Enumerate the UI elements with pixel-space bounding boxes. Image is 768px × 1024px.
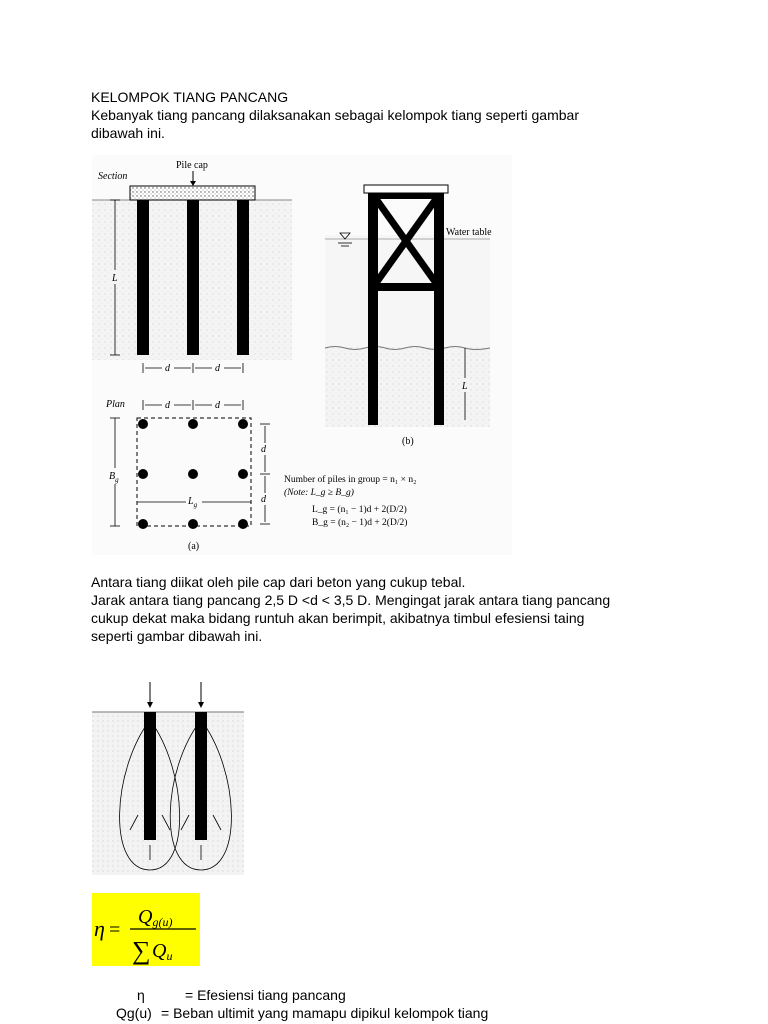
pier-right-pile bbox=[434, 193, 444, 425]
bg-label: B bbox=[109, 471, 116, 482]
pile-2 bbox=[187, 200, 199, 355]
lg-label: L bbox=[188, 496, 194, 507]
para2-line-1: Antara tiang diikat oleh pile cap dari beton yang cukup tebal. bbox=[91, 574, 466, 590]
para2-line-3: cukup dekat maka bidang runtuh akan berimpit, akibatnya timbul efesiensi taing bbox=[91, 610, 585, 626]
note-line-1: Number of piles in group = n₁ × n₂ bbox=[284, 475, 417, 485]
page-heading: KELOMPOK TIANG PANCANG bbox=[91, 89, 289, 105]
legend-qg-desc: = Beban ultimit yang mamapu dipikul kelompok tiang bbox=[161, 1005, 489, 1021]
plan-d-label-4: d bbox=[261, 494, 266, 505]
formula-sigma: ∑ bbox=[132, 936, 151, 965]
formula-numerator-subscript: g(u) bbox=[152, 915, 173, 929]
para2-line-2: Jarak antara tiang pancang 2,5 D <d < 3,5 D. Mengingat jarak antara tiang pancang bbox=[91, 592, 611, 608]
pile-3 bbox=[237, 200, 249, 355]
formula-equals: = bbox=[109, 919, 121, 941]
section-d-label-1: d bbox=[165, 363, 170, 374]
formula-denominator-subscript: u bbox=[166, 949, 173, 963]
svg-text:Qg(u) bbox=[138, 906, 172, 929]
efficiency-formula bbox=[92, 893, 200, 966]
note-line-2: (Note: L_g ≥ B_g) bbox=[284, 488, 354, 498]
intro-line-1: Kebanyak tiang pancang dilaksanakan sebagai kelompok tiang seperti gambar bbox=[91, 107, 579, 123]
pile-efficiency-figure bbox=[92, 680, 244, 875]
plan-d-label-3: d bbox=[261, 444, 266, 455]
plan-label: Plan bbox=[106, 399, 125, 410]
pier-left-pile bbox=[368, 193, 378, 425]
legend-qg-symbol: Qg(u) bbox=[116, 1005, 152, 1021]
bg-subscript: g bbox=[115, 476, 119, 484]
legend-eta-desc: = Efesiensi tiang pancang bbox=[185, 987, 346, 1003]
formula-denominator: Q bbox=[152, 940, 167, 962]
section-d-label-2: d bbox=[215, 363, 220, 374]
caption-a: (a) bbox=[188, 541, 200, 552]
pile-cap-label: Pile cap bbox=[176, 160, 208, 171]
water-table-label: Water table bbox=[446, 227, 492, 238]
note-line-4: B_g = (n₂ − 1)d + 2(D/2) bbox=[312, 518, 408, 528]
pile-1 bbox=[137, 200, 149, 355]
caption-b: (b) bbox=[402, 436, 414, 447]
efficiency-pile-2 bbox=[195, 712, 207, 840]
para2-line-4: seperti gambar dibawah ini. bbox=[91, 628, 263, 644]
formula-eta: η bbox=[94, 916, 105, 941]
lg-subscript: g bbox=[193, 501, 198, 509]
section-label: Section bbox=[98, 171, 128, 182]
legend-eta-symbol: η bbox=[137, 987, 145, 1003]
formula-numerator: Q bbox=[138, 906, 153, 928]
pier-cap bbox=[364, 185, 448, 193]
plan-d-label-1: d bbox=[165, 400, 170, 411]
intro-line-2: dibawah ini. bbox=[91, 125, 165, 141]
efficiency-pile-1 bbox=[144, 712, 156, 840]
plan-d-label-2: d bbox=[215, 400, 220, 411]
pile-group-figure bbox=[92, 155, 512, 555]
pile-cap bbox=[130, 186, 255, 200]
note-line-3: L_g = (n₁ − 1)d + 2(D/2) bbox=[312, 505, 407, 515]
pier-L-label: L bbox=[462, 381, 468, 392]
section-L-label: L bbox=[112, 273, 118, 284]
svg-text:Qu bbox=[152, 940, 172, 963]
